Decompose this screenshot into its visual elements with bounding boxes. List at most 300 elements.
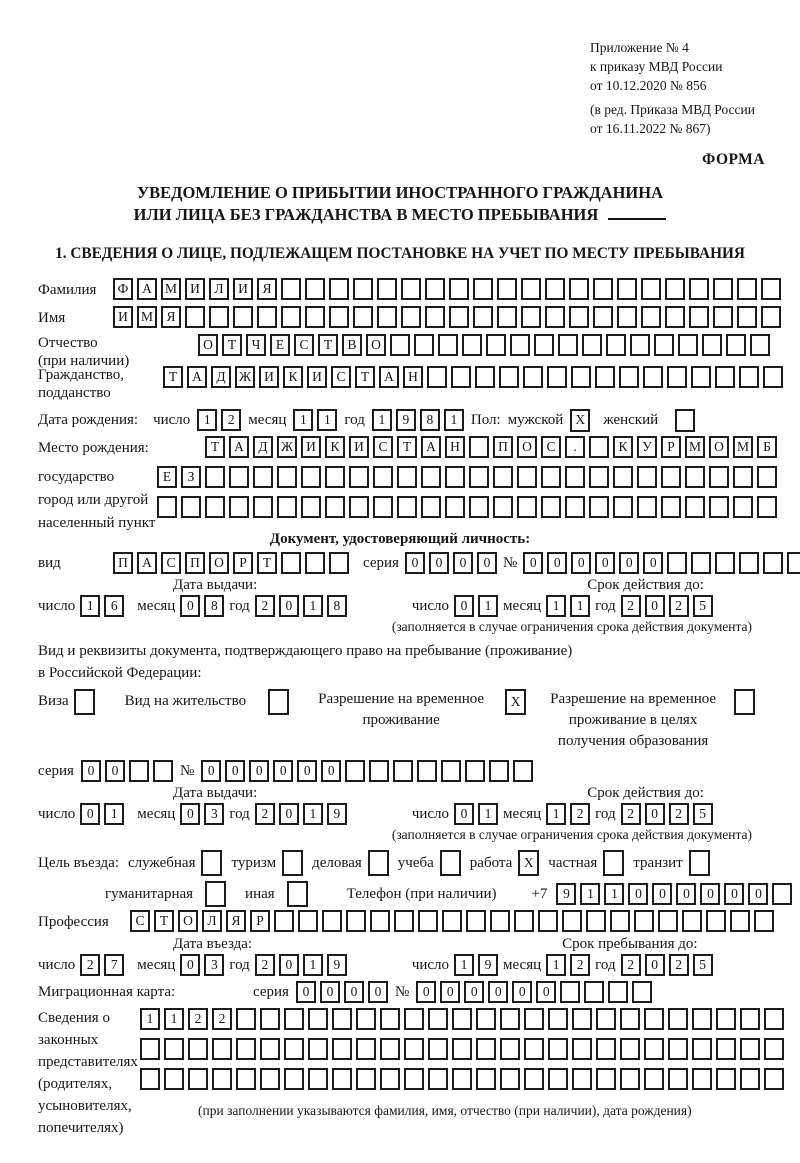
representative-cell[interactable] <box>140 1038 160 1060</box>
mc-number-cell[interactable]: 0 <box>416 981 436 1003</box>
expiry-day-cell[interactable]: 1 <box>478 595 498 617</box>
representative-cell[interactable] <box>428 1008 448 1030</box>
phone-cell[interactable]: 0 <box>700 883 720 905</box>
given-name-cell[interactable] <box>209 306 229 328</box>
purpose-humanitarian-cell[interactable] <box>205 881 226 907</box>
representative-cell[interactable] <box>620 1068 640 1090</box>
representative-cell[interactable] <box>524 1068 544 1090</box>
citizenship-cell[interactable] <box>427 366 447 388</box>
representative-cell[interactable]: 2 <box>212 1008 232 1030</box>
birth-place-cell[interactable] <box>325 466 345 488</box>
patronymic-cell[interactable]: С <box>294 334 314 356</box>
birth-place-cell[interactable] <box>397 496 417 518</box>
citizenship-cell[interactable]: И <box>259 366 279 388</box>
representative-cell[interactable] <box>332 1068 352 1090</box>
surname-cell[interactable] <box>425 278 445 300</box>
residence-permit-checkbox-cell[interactable] <box>268 689 289 715</box>
given-name-cell[interactable] <box>185 306 205 328</box>
expiry-year-cell[interactable]: 0 <box>645 595 665 617</box>
birth-place-cell[interactable]: З <box>181 466 201 488</box>
birth-place-cell[interactable] <box>253 496 273 518</box>
representative-cell[interactable] <box>740 1008 760 1030</box>
birth-place-cell[interactable]: М <box>733 436 753 458</box>
representative-cell[interactable] <box>668 1068 688 1090</box>
birth-place-cell[interactable] <box>565 496 585 518</box>
purpose-business-cell[interactable] <box>368 850 389 876</box>
profession-cell[interactable] <box>418 910 438 932</box>
representative-cell[interactable] <box>260 1068 280 1090</box>
representative-cell[interactable] <box>692 1068 712 1090</box>
profession-cell[interactable] <box>442 910 462 932</box>
birth-place-cell[interactable]: Д <box>253 436 273 458</box>
given-name-cell[interactable] <box>449 306 469 328</box>
patronymic-cell[interactable] <box>390 334 410 356</box>
phone-cell[interactable]: 0 <box>652 883 672 905</box>
birth-place-cell[interactable]: Б <box>757 436 777 458</box>
surname-cell[interactable]: А <box>137 278 157 300</box>
representative-cell[interactable] <box>764 1038 784 1060</box>
birth-place-cell[interactable] <box>469 436 489 458</box>
citizenship-cell[interactable] <box>523 366 543 388</box>
birth-place-cell[interactable] <box>277 466 297 488</box>
given-name-cell[interactable] <box>281 306 301 328</box>
phone-cell[interactable]: 9 <box>556 883 576 905</box>
res-issue-day-cell[interactable]: 0 <box>80 803 100 825</box>
purpose-private-cell[interactable] <box>603 850 624 876</box>
representative-cell[interactable] <box>236 1068 256 1090</box>
profession-cell[interactable]: Т <box>154 910 174 932</box>
doc-type-cell[interactable]: А <box>137 552 157 574</box>
doc-type-cell[interactable]: С <box>161 552 181 574</box>
representative-cell[interactable] <box>164 1038 184 1060</box>
representative-cell[interactable] <box>332 1038 352 1060</box>
representative-cell[interactable] <box>692 1008 712 1030</box>
birth-place-cell[interactable] <box>421 496 441 518</box>
given-name-cell[interactable] <box>665 306 685 328</box>
patronymic-cell[interactable] <box>414 334 434 356</box>
given-name-cell[interactable] <box>545 306 565 328</box>
birth-place-cell[interactable] <box>661 496 681 518</box>
issue-month-cell[interactable]: 0 <box>180 595 200 617</box>
issue-year-cell[interactable]: 1 <box>303 595 323 617</box>
representative-cell[interactable] <box>260 1038 280 1060</box>
issue-year-cell[interactable]: 0 <box>279 595 299 617</box>
stay-year-cell[interactable]: 2 <box>621 954 641 976</box>
surname-cell[interactable]: И <box>185 278 205 300</box>
representative-cell[interactable] <box>740 1038 760 1060</box>
doc-type-cell[interactable]: П <box>113 552 133 574</box>
issue-year-cell[interactable]: 2 <box>255 595 275 617</box>
surname-cell[interactable] <box>713 278 733 300</box>
stay-month-cell[interactable]: 2 <box>570 954 590 976</box>
birth-day-cell[interactable]: 1 <box>197 409 217 431</box>
given-name-cell[interactable] <box>473 306 493 328</box>
doc-type-cell[interactable]: П <box>185 552 205 574</box>
representative-cell[interactable] <box>716 1008 736 1030</box>
res-number-cell[interactable] <box>369 760 389 782</box>
birth-place-cell[interactable]: Е <box>157 466 177 488</box>
given-name-cell[interactable]: Я <box>161 306 181 328</box>
temp-residence-edu-checkbox-cell[interactable] <box>734 689 755 715</box>
representative-cell[interactable] <box>212 1068 232 1090</box>
birth-place-cell[interactable]: Н <box>445 436 465 458</box>
res-expiry-year-cell[interactable]: 5 <box>693 803 713 825</box>
profession-cell[interactable] <box>586 910 606 932</box>
sex-male-checkbox-cell[interactable]: X <box>570 409 590 432</box>
given-name-cell[interactable]: И <box>113 306 133 328</box>
representative-cell[interactable] <box>332 1008 352 1030</box>
phone-cell[interactable]: 0 <box>676 883 696 905</box>
res-series-cell[interactable]: 0 <box>105 760 125 782</box>
representative-cell[interactable] <box>692 1038 712 1060</box>
given-name-cell[interactable] <box>689 306 709 328</box>
birth-place-cell[interactable] <box>205 496 225 518</box>
representative-cell[interactable] <box>572 1038 592 1060</box>
citizenship-cell[interactable] <box>667 366 687 388</box>
representative-cell[interactable] <box>596 1068 616 1090</box>
representative-cell[interactable] <box>404 1038 424 1060</box>
doc-number-cell[interactable]: 0 <box>619 552 639 574</box>
birth-place-cell[interactable] <box>445 496 465 518</box>
profession-cell[interactable] <box>730 910 750 932</box>
mc-number-cell[interactable] <box>608 981 628 1003</box>
patronymic-cell[interactable] <box>438 334 458 356</box>
purpose-work-cell[interactable]: X <box>518 850 539 876</box>
birth-place-cell[interactable]: С <box>373 436 393 458</box>
representative-cell[interactable] <box>524 1008 544 1030</box>
res-number-cell[interactable]: 0 <box>201 760 221 782</box>
birth-place-cell[interactable] <box>349 466 369 488</box>
res-number-cell[interactable] <box>417 760 437 782</box>
citizenship-cell[interactable]: С <box>331 366 351 388</box>
citizenship-cell[interactable] <box>715 366 735 388</box>
birth-place-cell[interactable]: Т <box>397 436 417 458</box>
birth-place-cell[interactable] <box>229 496 249 518</box>
given-name-cell[interactable] <box>641 306 661 328</box>
patronymic-cell[interactable]: Т <box>318 334 338 356</box>
representative-cell[interactable] <box>548 1008 568 1030</box>
birth-place-cell[interactable] <box>253 466 273 488</box>
entry-month-cell[interactable]: 3 <box>204 954 224 976</box>
surname-cell[interactable] <box>617 278 637 300</box>
representative-cell[interactable] <box>404 1068 424 1090</box>
representative-cell[interactable] <box>500 1038 520 1060</box>
representative-cell[interactable] <box>356 1068 376 1090</box>
mc-series-cell[interactable]: 0 <box>320 981 340 1003</box>
purpose-tourism-cell[interactable] <box>282 850 303 876</box>
profession-cell[interactable] <box>322 910 342 932</box>
visa-checkbox-cell[interactable] <box>74 689 95 715</box>
surname-cell[interactable]: М <box>161 278 181 300</box>
representative-cell[interactable] <box>380 1008 400 1030</box>
surname-cell[interactable] <box>449 278 469 300</box>
given-name-cell[interactable] <box>401 306 421 328</box>
doc-type-cell[interactable]: Т <box>257 552 277 574</box>
citizenship-cell[interactable]: Т <box>163 366 183 388</box>
patronymic-cell[interactable] <box>702 334 722 356</box>
surname-cell[interactable] <box>473 278 493 300</box>
representative-cell[interactable] <box>188 1038 208 1060</box>
stay-year-cell[interactable]: 5 <box>693 954 713 976</box>
entry-year-cell[interactable]: 1 <box>303 954 323 976</box>
doc-type-cell[interactable] <box>329 552 349 574</box>
profession-cell[interactable] <box>274 910 294 932</box>
surname-cell[interactable]: И <box>233 278 253 300</box>
representative-cell[interactable] <box>548 1038 568 1060</box>
birth-place-cell[interactable]: К <box>325 436 345 458</box>
surname-cell[interactable]: Ф <box>113 278 133 300</box>
res-expiry-day-cell[interactable]: 0 <box>454 803 474 825</box>
surname-cell[interactable] <box>401 278 421 300</box>
birth-place-cell[interactable]: А <box>421 436 441 458</box>
profession-cell[interactable] <box>298 910 318 932</box>
birth-place-cell[interactable] <box>229 466 249 488</box>
representative-cell[interactable] <box>356 1008 376 1030</box>
birth-place-cell[interactable] <box>421 466 441 488</box>
birth-place-cell[interactable] <box>541 466 561 488</box>
birth-place-cell[interactable] <box>277 496 297 518</box>
doc-series-cell[interactable]: 0 <box>405 552 425 574</box>
representative-cell[interactable] <box>452 1008 472 1030</box>
representative-cell[interactable] <box>140 1068 160 1090</box>
given-name-cell[interactable] <box>737 306 757 328</box>
birth-place-cell[interactable] <box>301 496 321 518</box>
representative-cell[interactable] <box>476 1008 496 1030</box>
representative-cell[interactable] <box>716 1038 736 1060</box>
birth-place-cell[interactable] <box>493 466 513 488</box>
citizenship-cell[interactable] <box>499 366 519 388</box>
given-name-cell[interactable] <box>425 306 445 328</box>
doc-type-cell[interactable] <box>305 552 325 574</box>
representative-cell[interactable] <box>428 1038 448 1060</box>
patronymic-cell[interactable] <box>606 334 626 356</box>
representative-cell[interactable]: 1 <box>140 1008 160 1030</box>
birth-place-cell[interactable] <box>613 496 633 518</box>
surname-cell[interactable] <box>593 278 613 300</box>
given-name-cell[interactable] <box>377 306 397 328</box>
birth-place-cell[interactable] <box>373 496 393 518</box>
given-name-cell[interactable] <box>617 306 637 328</box>
representative-cell[interactable] <box>188 1068 208 1090</box>
birth-month-cell[interactable]: 1 <box>293 409 313 431</box>
doc-number-cell[interactable] <box>787 552 800 574</box>
profession-cell[interactable] <box>466 910 486 932</box>
representative-cell[interactable] <box>380 1068 400 1090</box>
mc-number-cell[interactable] <box>584 981 604 1003</box>
surname-cell[interactable] <box>281 278 301 300</box>
representative-cell[interactable] <box>572 1068 592 1090</box>
surname-cell[interactable] <box>497 278 517 300</box>
given-name-cell[interactable] <box>233 306 253 328</box>
given-name-cell[interactable] <box>761 306 781 328</box>
res-number-cell[interactable] <box>345 760 365 782</box>
res-series-cell[interactable] <box>153 760 173 782</box>
given-name-cell[interactable]: М <box>137 306 157 328</box>
patronymic-cell[interactable]: О <box>198 334 218 356</box>
temp-residence-checkbox-cell[interactable]: X <box>505 689 526 715</box>
profession-cell[interactable] <box>706 910 726 932</box>
birth-place-cell[interactable] <box>733 496 753 518</box>
patronymic-cell[interactable] <box>678 334 698 356</box>
profession-cell[interactable] <box>346 910 366 932</box>
representative-cell[interactable] <box>452 1038 472 1060</box>
birth-day-cell[interactable]: 2 <box>221 409 241 431</box>
given-name-cell[interactable] <box>353 306 373 328</box>
res-number-cell[interactable]: 0 <box>225 760 245 782</box>
surname-cell[interactable] <box>737 278 757 300</box>
res-issue-month-cell[interactable]: 3 <box>204 803 224 825</box>
profession-cell[interactable]: Л <box>202 910 222 932</box>
citizenship-cell[interactable] <box>451 366 471 388</box>
phone-cell[interactable]: 1 <box>604 883 624 905</box>
birth-place-cell[interactable]: К <box>613 436 633 458</box>
phone-cell[interactable] <box>772 883 792 905</box>
birth-place-cell[interactable] <box>397 466 417 488</box>
representative-cell[interactable] <box>668 1008 688 1030</box>
citizenship-cell[interactable]: А <box>187 366 207 388</box>
mc-number-cell[interactable]: 0 <box>464 981 484 1003</box>
doc-number-cell[interactable] <box>739 552 759 574</box>
patronymic-cell[interactable]: О <box>366 334 386 356</box>
doc-type-cell[interactable]: О <box>209 552 229 574</box>
representative-cell[interactable] <box>404 1008 424 1030</box>
birth-place-cell[interactable]: Р <box>661 436 681 458</box>
profession-cell[interactable] <box>370 910 390 932</box>
entry-day-cell[interactable]: 7 <box>104 954 124 976</box>
issue-year-cell[interactable]: 8 <box>327 595 347 617</box>
representative-cell[interactable] <box>380 1038 400 1060</box>
birth-year-cell[interactable]: 9 <box>396 409 416 431</box>
surname-cell[interactable] <box>689 278 709 300</box>
birth-year-cell[interactable]: 1 <box>372 409 392 431</box>
representative-cell[interactable] <box>284 1008 304 1030</box>
birth-place-cell[interactable] <box>661 466 681 488</box>
phone-cell[interactable]: 0 <box>748 883 768 905</box>
birth-place-cell[interactable]: . <box>565 436 585 458</box>
stay-year-cell[interactable]: 2 <box>669 954 689 976</box>
res-expiry-year-cell[interactable]: 2 <box>621 803 641 825</box>
birth-place-cell[interactable] <box>709 466 729 488</box>
birth-place-cell[interactable] <box>757 466 777 488</box>
citizenship-cell[interactable] <box>691 366 711 388</box>
profession-cell[interactable] <box>610 910 630 932</box>
mc-series-cell[interactable]: 0 <box>344 981 364 1003</box>
res-number-cell[interactable]: 0 <box>321 760 341 782</box>
representative-cell[interactable] <box>212 1038 232 1060</box>
representative-cell[interactable] <box>524 1038 544 1060</box>
mc-series-cell[interactable]: 0 <box>368 981 388 1003</box>
representative-cell[interactable] <box>500 1068 520 1090</box>
surname-cell[interactable] <box>521 278 541 300</box>
citizenship-cell[interactable]: А <box>379 366 399 388</box>
birth-place-cell[interactable] <box>709 496 729 518</box>
purpose-official-cell[interactable] <box>201 850 222 876</box>
birth-place-cell[interactable] <box>517 496 537 518</box>
res-number-cell[interactable] <box>489 760 509 782</box>
profession-cell[interactable]: Р <box>250 910 270 932</box>
res-issue-month-cell[interactable]: 0 <box>180 803 200 825</box>
surname-cell[interactable]: Л <box>209 278 229 300</box>
profession-cell[interactable]: О <box>178 910 198 932</box>
representative-cell[interactable] <box>644 1038 664 1060</box>
representative-cell[interactable] <box>644 1008 664 1030</box>
res-number-cell[interactable] <box>465 760 485 782</box>
res-issue-day-cell[interactable]: 1 <box>104 803 124 825</box>
representative-cell[interactable] <box>668 1038 688 1060</box>
mc-number-cell[interactable]: 0 <box>536 981 556 1003</box>
birth-month-cell[interactable]: 1 <box>317 409 337 431</box>
mc-number-cell[interactable]: 0 <box>440 981 460 1003</box>
expiry-month-cell[interactable]: 1 <box>546 595 566 617</box>
birth-place-cell[interactable] <box>589 436 609 458</box>
representative-cell[interactable] <box>764 1008 784 1030</box>
patronymic-cell[interactable] <box>558 334 578 356</box>
birth-place-cell[interactable] <box>469 466 489 488</box>
mc-number-cell[interactable] <box>560 981 580 1003</box>
surname-cell[interactable] <box>665 278 685 300</box>
birth-year-cell[interactable]: 8 <box>420 409 440 431</box>
given-name-cell[interactable] <box>329 306 349 328</box>
representative-cell[interactable] <box>308 1008 328 1030</box>
birth-place-cell[interactable]: О <box>517 436 537 458</box>
birth-place-cell[interactable]: П <box>493 436 513 458</box>
birth-place-cell[interactable] <box>565 466 585 488</box>
citizenship-cell[interactable]: Ж <box>235 366 255 388</box>
birth-place-cell[interactable]: У <box>637 436 657 458</box>
issue-day-cell[interactable]: 6 <box>104 595 124 617</box>
birth-year-cell[interactable]: 1 <box>444 409 464 431</box>
mc-number-cell[interactable]: 0 <box>488 981 508 1003</box>
citizenship-cell[interactable] <box>739 366 759 388</box>
phone-cell[interactable]: 1 <box>580 883 600 905</box>
citizenship-cell[interactable] <box>475 366 495 388</box>
citizenship-cell[interactable]: И <box>307 366 327 388</box>
birth-place-cell[interactable] <box>181 496 201 518</box>
profession-cell[interactable] <box>490 910 510 932</box>
stay-day-cell[interactable]: 9 <box>478 954 498 976</box>
sex-female-checkbox-cell[interactable] <box>675 409 695 432</box>
given-name-cell[interactable] <box>569 306 589 328</box>
citizenship-cell[interactable]: Д <box>211 366 231 388</box>
surname-cell[interactable] <box>641 278 661 300</box>
birth-place-cell[interactable]: Т <box>205 436 225 458</box>
doc-number-cell[interactable]: 0 <box>571 552 591 574</box>
doc-series-cell[interactable]: 0 <box>477 552 497 574</box>
citizenship-cell[interactable] <box>547 366 567 388</box>
entry-year-cell[interactable]: 9 <box>327 954 347 976</box>
surname-cell[interactable] <box>569 278 589 300</box>
expiry-year-cell[interactable]: 5 <box>693 595 713 617</box>
birth-place-cell[interactable] <box>301 466 321 488</box>
doc-number-cell[interactable] <box>667 552 687 574</box>
mc-number-cell[interactable] <box>632 981 652 1003</box>
representative-cell[interactable] <box>620 1008 640 1030</box>
patronymic-cell[interactable] <box>534 334 554 356</box>
purpose-other-cell[interactable] <box>287 881 308 907</box>
given-name-cell[interactable] <box>713 306 733 328</box>
phone-cell[interactable]: 0 <box>724 883 744 905</box>
citizenship-cell[interactable]: К <box>283 366 303 388</box>
patronymic-cell[interactable]: Е <box>270 334 290 356</box>
res-number-cell[interactable]: 0 <box>273 760 293 782</box>
birth-place-cell[interactable] <box>613 466 633 488</box>
given-name-cell[interactable] <box>257 306 277 328</box>
representative-cell[interactable] <box>740 1068 760 1090</box>
surname-cell[interactable] <box>761 278 781 300</box>
birth-place-cell[interactable] <box>757 496 777 518</box>
patronymic-cell[interactable] <box>654 334 674 356</box>
stay-month-cell[interactable]: 1 <box>546 954 566 976</box>
